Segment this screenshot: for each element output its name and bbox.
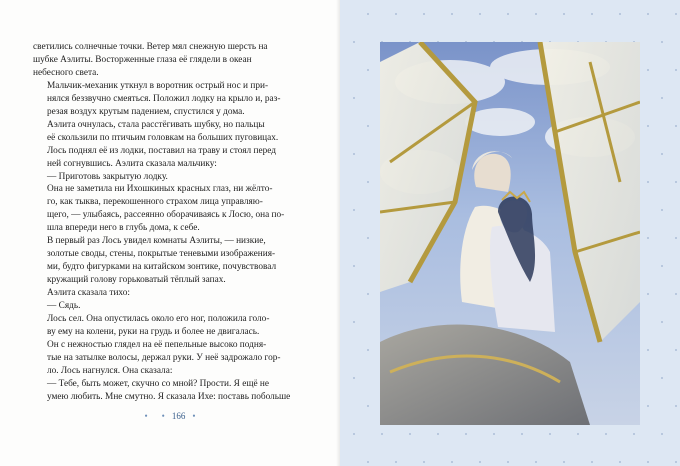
- folio-dot-right: •: [192, 411, 196, 421]
- text-line: светились солнечные точки. Ветер мял снежную шерсть на: [33, 42, 268, 52]
- background-dot: [647, 405, 649, 407]
- background-dot: [409, 433, 411, 435]
- text-line: Лось поднял её из лодки, поставил на траву и стоял перед: [47, 145, 276, 156]
- text-line: её скользили по птичьим головкам на больших пуговицах.: [47, 132, 279, 143]
- text-line: нялся беззвучно смеяться. Положил лодку на крыло и, раз-: [47, 93, 281, 104]
- background-dot: [661, 265, 663, 267]
- background-dot: [675, 13, 677, 15]
- paragraph: [33, 313, 301, 339]
- background-dot: [577, 433, 579, 435]
- background-dot: [479, 461, 481, 463]
- folio-dot-left-outer: •: [144, 411, 148, 421]
- text-line: ву ему на колени, руки на грудь и более не двигалась.: [47, 326, 260, 337]
- background-dot: [647, 461, 649, 463]
- background-dot: [675, 181, 677, 183]
- background-dot: [367, 125, 369, 127]
- text-line: шла впереди него в глубь дома, к себе.: [47, 223, 200, 234]
- background-dot: [479, 13, 481, 15]
- background-dot: [451, 461, 453, 463]
- background-dot: [549, 433, 551, 435]
- background-dot: [675, 237, 677, 239]
- background-dot: [451, 13, 453, 15]
- background-dot: [353, 377, 355, 379]
- text-line: Аэлита очнулась, стала расстёгивать шубку, но пальцы: [47, 119, 265, 130]
- background-dot: [367, 293, 369, 295]
- text-line: — Приготовь закрытую лодку.: [47, 171, 168, 182]
- paragraph: [33, 183, 301, 235]
- paragraph: [33, 235, 301, 287]
- background-dot: [353, 41, 355, 43]
- paragraph: [33, 80, 301, 119]
- background-dot: [395, 461, 397, 463]
- text-line: небесного света.: [33, 67, 99, 78]
- background-dot: [353, 265, 355, 267]
- background-dot: [367, 461, 369, 463]
- background-dot: [367, 349, 369, 351]
- text-line: щего, — улыбаясь, рассеянно оборачиваясь к Лосю, она по-: [47, 210, 285, 221]
- background-dot: [661, 153, 663, 155]
- text-line: ло. Лось нагнулся. Она сказала:: [47, 365, 173, 376]
- background-dot: [661, 97, 663, 99]
- background-dot: [353, 97, 355, 99]
- text-line: В первый раз Лось увидел комнаты Аэлиты, — низкие,: [47, 236, 266, 247]
- background-dot: [619, 13, 621, 15]
- background-dot: [591, 13, 593, 15]
- text-line: Лось сел. Она опустилась около его ног, положила голо-: [47, 314, 270, 325]
- background-dot: [521, 433, 523, 435]
- text-line: Аэлита сказала тихо:: [47, 288, 130, 299]
- background-dot: [563, 461, 565, 463]
- background-dot: [423, 13, 425, 15]
- background-dot: [661, 377, 663, 379]
- background-dot: [661, 41, 663, 43]
- text-line: ми, будто фигурками на китайском зонтике, почувствовал: [47, 262, 277, 273]
- background-dot: [563, 13, 565, 15]
- background-dot: [395, 13, 397, 15]
- background-dot: [353, 321, 355, 323]
- background-dot: [353, 153, 355, 155]
- text-line: умею любить. Мне смутно. Я сказала Ихе: поставь побольше: [47, 391, 291, 402]
- background-dot: [675, 293, 677, 295]
- text-line: кружащий голову горьковатый тёплый запах.: [47, 275, 226, 286]
- paragraph: [33, 339, 301, 378]
- background-dot: [353, 209, 355, 211]
- background-dot: [675, 69, 677, 71]
- paragraph: [33, 287, 301, 300]
- background-dot: [675, 125, 677, 127]
- background-dot: [633, 433, 635, 435]
- background-dot: [675, 349, 677, 351]
- background-dot: [353, 433, 355, 435]
- text-line: Он с нежностью глядел на её пепельные высоко подня-: [47, 339, 267, 350]
- background-dot: [423, 461, 425, 463]
- text-line: резая воздух крутым падением, спустился у дома.: [47, 106, 245, 117]
- background-dot: [535, 13, 537, 15]
- background-dot: [507, 13, 509, 15]
- background-dot: [367, 181, 369, 183]
- paragraph: [33, 119, 301, 171]
- background-dot: [661, 321, 663, 323]
- body-text: [33, 41, 301, 404]
- background-dot: [367, 13, 369, 15]
- page-number-text: 166: [171, 411, 186, 421]
- paragraph: [33, 171, 301, 184]
- illustration-artwork: [380, 42, 640, 425]
- background-dot: [647, 125, 649, 127]
- background-dot: [591, 461, 593, 463]
- background-dot: [647, 13, 649, 15]
- text-line: Она не заметила ни Ихошкиных красных глаз, ни жёлто-: [47, 184, 273, 195]
- background-dot: [647, 69, 649, 71]
- right-page: [340, 0, 680, 466]
- background-dot: [661, 209, 663, 211]
- paragraph: [33, 378, 301, 404]
- background-dot: [605, 433, 607, 435]
- folio-dot-left-inner: •: [161, 411, 165, 421]
- text-line: — Сядь.: [47, 301, 81, 312]
- background-dot: [507, 461, 509, 463]
- page-number: [0, 411, 340, 421]
- background-dot: [661, 433, 663, 435]
- background-dot: [647, 181, 649, 183]
- paragraph: [33, 300, 301, 313]
- background-dot: [647, 349, 649, 351]
- text-line: Мальчик-механик уткнул в воротник острый нос и при-: [47, 80, 269, 91]
- background-dot: [675, 405, 677, 407]
- background-dot: [367, 237, 369, 239]
- text-line: го, как тыква, перекошенного страхом лица управляю-: [47, 197, 263, 208]
- background-dot: [367, 405, 369, 407]
- background-dot: [675, 461, 677, 463]
- text-line: ней согнувшись. Аэлита сказала мальчику:: [47, 158, 217, 169]
- text-line: — Тебе, быть может, скучно со мной? Прости. Я ещё не: [47, 378, 270, 389]
- text-line: шубке Аэлиты. Восторженные глаза её глядели в океан: [33, 54, 252, 65]
- background-dot: [493, 433, 495, 435]
- background-dot: [381, 433, 383, 435]
- background-dot: [465, 433, 467, 435]
- text-line: золотые своды, стены, покрытые теневыми изображения-: [47, 249, 276, 260]
- background-dot: [535, 461, 537, 463]
- paragraph: [33, 41, 301, 80]
- book-illustration: [380, 42, 640, 425]
- background-dot: [367, 69, 369, 71]
- background-dot: [437, 433, 439, 435]
- background-dot: [619, 461, 621, 463]
- text-line: тые на затылке волосы, держал руки. У неё задрожало гор-: [47, 352, 281, 363]
- background-dot: [647, 237, 649, 239]
- background-dot: [647, 293, 649, 295]
